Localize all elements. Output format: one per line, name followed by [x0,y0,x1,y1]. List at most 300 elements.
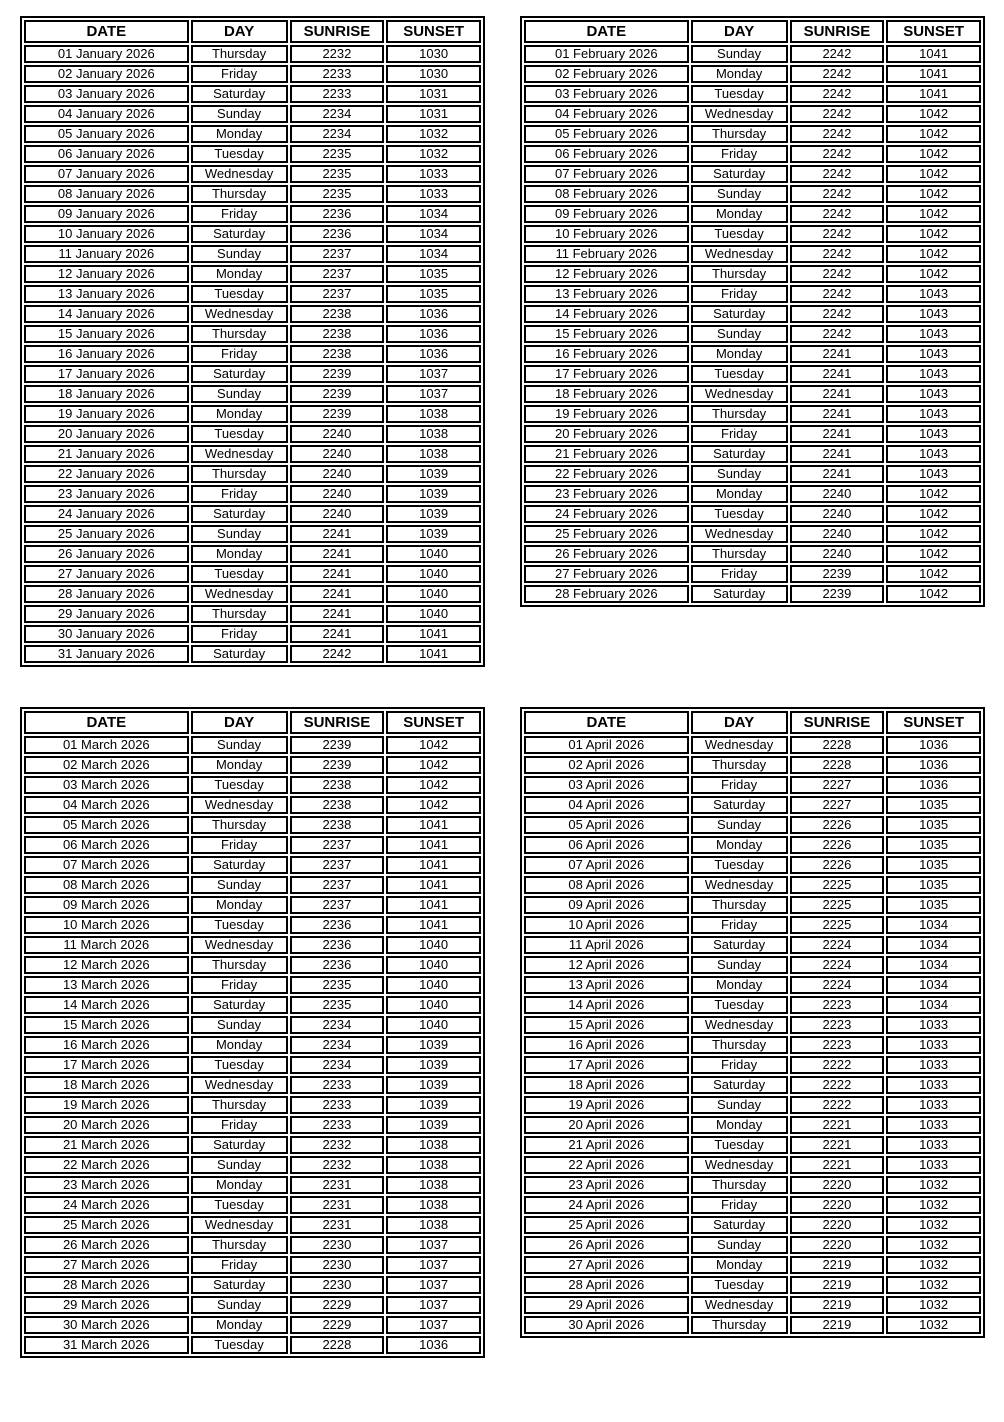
sunset-cell: 1041 [886,65,981,83]
date-cell: 31 March 2026 [24,1336,189,1354]
date-cell: 28 April 2026 [524,1276,689,1294]
sunrise-cell: 2241 [790,405,885,423]
date-cell: 23 January 2026 [24,485,189,503]
date-cell: 19 March 2026 [24,1096,189,1114]
date-cell: 30 January 2026 [24,625,189,643]
day-cell: Sunday [191,385,288,403]
day-cell: Sunday [691,185,788,203]
sunset-cell: 1043 [886,345,981,363]
sunset-cell: 1042 [886,125,981,143]
sunset-column-header: SUNSET [886,20,981,43]
day-cell: Sunday [191,1156,288,1174]
day-cell: Tuesday [691,1276,788,1294]
table-row [524,565,981,583]
date-cell: 16 February 2026 [524,345,689,363]
table-row [24,265,481,283]
sunrise-cell: 2240 [290,465,385,483]
table-row [524,165,981,183]
sunset-cell: 1043 [886,325,981,343]
sunrise-cell: 2241 [290,605,385,623]
table-row [24,796,481,814]
date-cell: 17 February 2026 [524,365,689,383]
sunrise-cell: 2234 [290,1016,385,1034]
sunset-cell: 1038 [386,445,481,463]
sunrise-cell: 2242 [790,45,885,63]
sunrise-cell: 2238 [290,776,385,794]
day-cell: Saturday [691,1216,788,1234]
date-cell: 16 March 2026 [24,1036,189,1054]
day-cell: Wednesday [191,796,288,814]
day-cell: Wednesday [191,1216,288,1234]
day-cell: Thursday [191,45,288,63]
date-cell: 18 March 2026 [24,1076,189,1094]
day-cell: Saturday [191,365,288,383]
day-cell: Sunday [191,105,288,123]
date-cell: 30 April 2026 [524,1316,689,1334]
date-cell: 09 January 2026 [24,205,189,223]
header-row [24,20,481,43]
sunrise-cell: 2242 [790,105,885,123]
sunrise-cell: 2235 [290,976,385,994]
date-cell: 04 January 2026 [24,105,189,123]
sunrise-sunset-table-april [520,707,985,1338]
table-row [24,996,481,1014]
date-cell: 06 March 2026 [24,836,189,854]
day-cell: Wednesday [191,165,288,183]
sunrise-cell: 2240 [790,545,885,563]
sunrise-cell: 2220 [790,1196,885,1214]
sunset-cell: 1040 [386,996,481,1014]
day-cell: Tuesday [691,856,788,874]
sunrise-cell: 2222 [790,1096,885,1114]
sunrise-cell: 2225 [790,876,885,894]
date-column-header: DATE [24,711,189,734]
date-cell: 21 February 2026 [524,445,689,463]
table-row [524,505,981,523]
table-row [524,205,981,223]
sunrise-cell: 2220 [790,1216,885,1234]
day-cell: Friday [191,976,288,994]
sunrise-cell: 2242 [290,645,385,663]
table-row [524,525,981,543]
date-cell: 25 February 2026 [524,525,689,543]
date-cell: 07 March 2026 [24,856,189,874]
date-cell: 15 April 2026 [524,1016,689,1034]
sunrise-cell: 2241 [790,445,885,463]
date-cell: 03 February 2026 [524,85,689,103]
sunset-cell: 1037 [386,1296,481,1314]
day-cell: Friday [191,1116,288,1134]
sunrise-cell: 2232 [290,45,385,63]
day-cell: Thursday [691,896,788,914]
sunset-cell: 1036 [886,736,981,754]
sunrise-cell: 2242 [790,165,885,183]
sunset-cell: 1035 [386,265,481,283]
day-cell: Monday [191,1176,288,1194]
sunrise-cell: 2241 [290,545,385,563]
day-cell: Thursday [191,605,288,623]
day-cell: Thursday [691,756,788,774]
table-row [24,225,481,243]
table-row [524,1316,981,1334]
sunset-cell: 1042 [886,105,981,123]
sunset-cell: 1039 [386,465,481,483]
date-cell: 18 January 2026 [24,385,189,403]
table-row [524,345,981,363]
sunset-cell: 1039 [386,525,481,543]
date-cell: 03 March 2026 [24,776,189,794]
sunrise-cell: 2239 [290,736,385,754]
sunset-cell: 1039 [386,1076,481,1094]
table-row [24,1076,481,1094]
sunrise-cell: 2239 [790,565,885,583]
sunset-cell: 1037 [386,365,481,383]
date-cell: 05 February 2026 [524,125,689,143]
sunrise-cell: 2241 [290,585,385,603]
sunset-cell: 1041 [886,85,981,103]
date-cell: 14 March 2026 [24,996,189,1014]
april-table [520,707,985,1338]
day-cell: Monday [691,485,788,503]
sunrise-cell: 2236 [290,936,385,954]
sunrise-cell: 2241 [790,465,885,483]
date-cell: 14 April 2026 [524,996,689,1014]
table-row [524,465,981,483]
day-cell: Monday [191,756,288,774]
table-row [524,445,981,463]
table-row [24,736,481,754]
date-cell: 13 April 2026 [524,976,689,994]
day-cell: Thursday [191,325,288,343]
day-cell: Tuesday [191,1196,288,1214]
sunset-cell: 1040 [386,956,481,974]
table-row [24,545,481,563]
date-cell: 30 March 2026 [24,1316,189,1334]
date-column-header: DATE [524,20,689,43]
sunset-cell: 1042 [886,585,981,603]
sunrise-cell: 2236 [290,916,385,934]
date-cell: 29 April 2026 [524,1296,689,1314]
sunrise-cell: 2223 [790,996,885,1014]
date-cell: 29 January 2026 [24,605,189,623]
sunset-cell: 1043 [886,445,981,463]
date-cell: 16 April 2026 [524,1036,689,1054]
day-cell: Sunday [691,1236,788,1254]
day-cell: Friday [191,625,288,643]
sunset-cell: 1034 [886,996,981,1014]
sunset-cell: 1043 [886,385,981,403]
sunrise-cell: 2242 [790,185,885,203]
sunset-cell: 1042 [886,185,981,203]
sunset-cell: 1032 [886,1196,981,1214]
table-row [524,365,981,383]
sunset-cell: 1042 [886,145,981,163]
sunset-column-header: SUNSET [886,711,981,734]
date-cell: 27 February 2026 [524,565,689,583]
date-cell: 25 March 2026 [24,1216,189,1234]
date-cell: 10 March 2026 [24,916,189,934]
sunset-cell: 1031 [386,105,481,123]
table-row [24,1216,481,1234]
date-cell: 24 April 2026 [524,1196,689,1214]
table-row [524,1076,981,1094]
table-row [24,776,481,794]
sunrise-cell: 2242 [790,125,885,143]
date-cell: 15 January 2026 [24,325,189,343]
day-cell: Saturday [691,445,788,463]
sunset-cell: 1042 [886,225,981,243]
day-cell: Tuesday [691,996,788,1014]
sunrise-cell: 2240 [290,485,385,503]
day-cell: Saturday [191,225,288,243]
sunset-cell: 1041 [386,625,481,643]
sunset-cell: 1039 [386,1116,481,1134]
sunset-cell: 1039 [386,505,481,523]
day-cell: Monday [691,1116,788,1134]
date-cell: 20 February 2026 [524,425,689,443]
sunrise-cell: 2237 [290,285,385,303]
sunset-cell: 1034 [886,916,981,934]
day-cell: Tuesday [191,145,288,163]
sunset-cell: 1038 [386,1156,481,1174]
table-row [24,916,481,934]
table-row [24,605,481,623]
date-cell: 11 January 2026 [24,245,189,263]
day-cell: Tuesday [191,565,288,583]
sunrise-cell: 2231 [290,1176,385,1194]
table-row [524,245,981,263]
date-cell: 03 January 2026 [24,85,189,103]
date-cell: 06 February 2026 [524,145,689,163]
sunrise-cell: 2230 [290,1236,385,1254]
day-cell: Saturday [691,585,788,603]
sunset-cell: 1038 [386,1196,481,1214]
day-cell: Friday [191,65,288,83]
date-cell: 16 January 2026 [24,345,189,363]
day-cell: Wednesday [691,525,788,543]
sunset-cell: 1040 [386,565,481,583]
sunrise-cell: 2226 [790,856,885,874]
table-row [524,1256,981,1274]
day-cell: Saturday [691,305,788,323]
sunrise-cell: 2233 [290,85,385,103]
sunset-cell: 1038 [386,425,481,443]
day-cell: Tuesday [191,776,288,794]
sunrise-cell: 2241 [290,625,385,643]
date-cell: 08 April 2026 [524,876,689,894]
sunrise-cell: 2241 [290,525,385,543]
sunset-cell: 1041 [386,645,481,663]
date-cell: 22 March 2026 [24,1156,189,1174]
sunset-cell: 1033 [886,1076,981,1094]
sunrise-cell: 2242 [790,305,885,323]
table-row [24,485,481,503]
day-cell: Friday [191,1256,288,1274]
table-row [24,645,481,663]
sunset-cell: 1037 [386,1236,481,1254]
date-cell: 15 February 2026 [524,325,689,343]
date-cell: 09 February 2026 [524,205,689,223]
date-cell: 02 March 2026 [24,756,189,774]
table-row [524,85,981,103]
sunset-cell: 1042 [886,545,981,563]
table-row [24,856,481,874]
date-cell: 28 January 2026 [24,585,189,603]
table-row [524,225,981,243]
date-cell: 28 March 2026 [24,1276,189,1294]
table-row [24,1296,481,1314]
sunrise-cell: 2238 [290,796,385,814]
sunrise-cell: 2224 [790,936,885,954]
sunset-cell: 1038 [386,1136,481,1154]
date-cell: 01 March 2026 [24,736,189,754]
date-cell: 21 January 2026 [24,445,189,463]
table-row [524,896,981,914]
day-cell: Thursday [191,956,288,974]
table-row [24,65,481,83]
sunrise-cell: 2226 [790,836,885,854]
table-row [524,1156,981,1174]
day-cell: Tuesday [191,425,288,443]
table-row [24,816,481,834]
date-cell: 17 March 2026 [24,1056,189,1074]
sunset-cell: 1043 [886,425,981,443]
sunrise-cell: 2235 [290,165,385,183]
sunrise-cell: 2233 [290,1076,385,1094]
table-row [24,125,481,143]
date-cell: 07 April 2026 [524,856,689,874]
day-cell: Monday [191,545,288,563]
table-row [524,425,981,443]
sunset-cell: 1033 [886,1096,981,1114]
table-row [24,505,481,523]
sunset-column-header: SUNSET [386,20,481,43]
sunset-cell: 1041 [386,916,481,934]
day-cell: Wednesday [691,385,788,403]
sunrise-cell: 2236 [290,225,385,243]
table-row [524,836,981,854]
date-cell: 18 April 2026 [524,1076,689,1094]
table-row [24,1176,481,1194]
sunrise-cell: 2235 [290,145,385,163]
date-cell: 18 February 2026 [524,385,689,403]
day-cell: Sunday [191,1296,288,1314]
day-cell: Saturday [691,796,788,814]
table-row [524,876,981,894]
day-cell: Monday [191,265,288,283]
table-row [524,1116,981,1134]
table-row [24,1336,481,1354]
date-cell: 04 March 2026 [24,796,189,814]
date-cell: 05 April 2026 [524,816,689,834]
sunset-cell: 1037 [386,1276,481,1294]
sunrise-cell: 2219 [790,1256,885,1274]
sunrise-cell: 2235 [290,185,385,203]
sunset-column-header: SUNSET [386,711,481,734]
date-cell: 22 April 2026 [524,1156,689,1174]
sunset-cell: 1032 [886,1176,981,1194]
sunset-cell: 1033 [886,1156,981,1174]
day-cell: Tuesday [691,225,788,243]
day-cell: Sunday [691,816,788,834]
day-cell: Thursday [191,185,288,203]
sunrise-cell: 2240 [790,485,885,503]
day-cell: Tuesday [691,365,788,383]
sunrise-cell: 2223 [790,1016,885,1034]
day-cell: Friday [191,205,288,223]
day-cell: Wednesday [691,1296,788,1314]
day-cell: Saturday [691,936,788,954]
day-cell: Monday [691,1256,788,1274]
table-row [524,305,981,323]
sunset-cell: 1042 [886,205,981,223]
sunset-cell: 1038 [386,1216,481,1234]
day-cell: Monday [191,125,288,143]
date-cell: 06 January 2026 [24,145,189,163]
date-cell: 06 April 2026 [524,836,689,854]
table-row [24,1036,481,1054]
sunset-cell: 1034 [886,936,981,954]
sunrise-cell: 2240 [290,505,385,523]
day-cell: Thursday [691,125,788,143]
sunset-cell: 1042 [886,245,981,263]
table-row [524,105,981,123]
day-cell: Sunday [191,876,288,894]
sunrise-cell: 2239 [290,385,385,403]
day-cell: Sunday [191,245,288,263]
date-cell: 26 February 2026 [524,545,689,563]
sunrise-cell: 2240 [290,425,385,443]
date-cell: 02 February 2026 [524,65,689,83]
sunrise-cell: 2220 [790,1176,885,1194]
table-row [524,1036,981,1054]
table-row [24,525,481,543]
date-cell: 05 January 2026 [24,125,189,143]
sunrise-cell: 2238 [290,816,385,834]
table-row [524,936,981,954]
sunrise-cell: 2234 [290,1056,385,1074]
table-row [24,285,481,303]
date-cell: 27 January 2026 [24,565,189,583]
day-cell: Friday [691,285,788,303]
date-cell: 19 February 2026 [524,405,689,423]
sunrise-cell: 2242 [790,205,885,223]
sunset-cell: 1032 [886,1216,981,1234]
sunrise-cell: 2231 [290,1196,385,1214]
day-cell: Tuesday [691,85,788,103]
day-cell: Thursday [691,1036,788,1054]
table-row [24,445,481,463]
date-cell: 13 March 2026 [24,976,189,994]
table-row [24,85,481,103]
date-cell: 05 March 2026 [24,816,189,834]
day-cell: Monday [691,345,788,363]
sunrise-cell: 2228 [790,756,885,774]
day-cell: Tuesday [191,1336,288,1354]
date-cell: 24 January 2026 [24,505,189,523]
table-row [524,1196,981,1214]
sunrise-cell: 2221 [790,1116,885,1134]
sunrise-cell: 2242 [790,245,885,263]
sunrise-cell: 2230 [290,1276,385,1294]
sunrise-cell: 2222 [790,1056,885,1074]
sunset-cell: 1032 [386,145,481,163]
sunset-cell: 1040 [386,936,481,954]
date-cell: 09 March 2026 [24,896,189,914]
sunrise-cell: 2241 [790,345,885,363]
day-cell: Sunday [691,956,788,974]
sunrise-cell: 2239 [290,756,385,774]
